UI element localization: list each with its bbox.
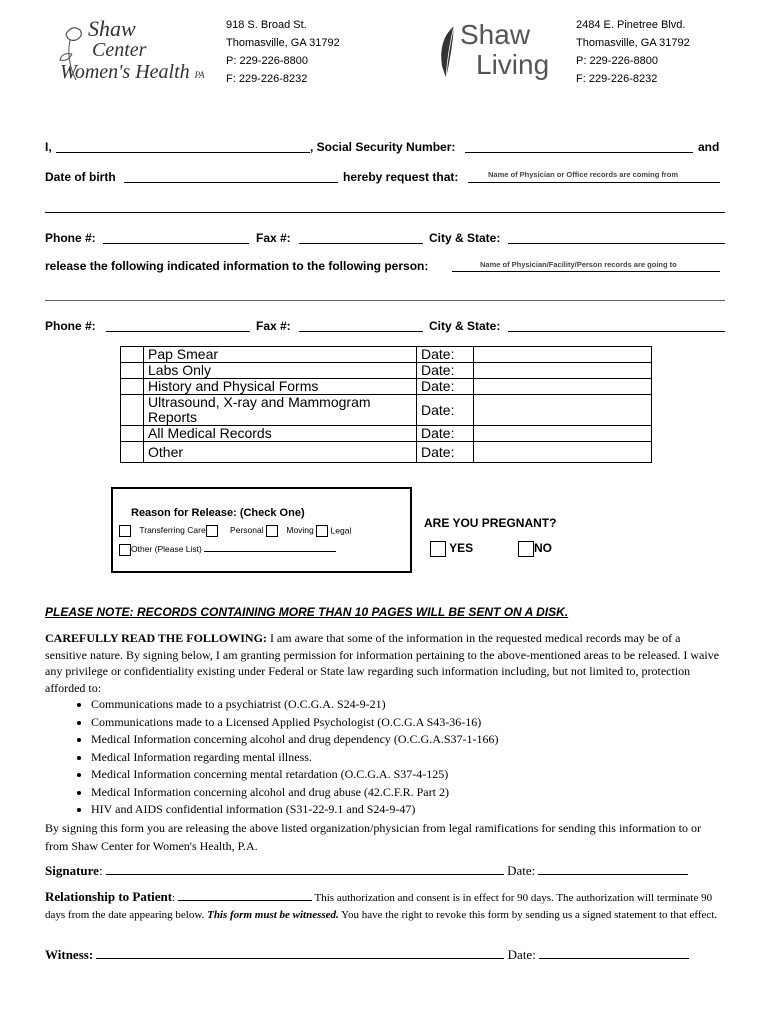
phone-field-2[interactable] [106, 331, 250, 332]
pregnant-yes [430, 541, 473, 557]
pregnant-no [518, 541, 552, 557]
personal-checkbox[interactable] [206, 525, 218, 537]
table-row [121, 363, 652, 379]
record-checkbox[interactable] [121, 426, 144, 442]
phone-label: Phone #: [45, 231, 96, 245]
table-row [121, 395, 652, 426]
record-item: Other [144, 442, 417, 463]
request-label: hereby request that: [343, 170, 459, 184]
record-item: All Medical Records [144, 426, 417, 442]
other-field[interactable] [204, 542, 336, 552]
address-line: P: 229-226-8800 [226, 55, 308, 67]
address-line: F: 229-226-8232 [576, 73, 658, 85]
yes-label: YES [449, 541, 474, 556]
logo-living-text: Living [476, 49, 550, 80]
table-row [121, 442, 652, 463]
fax-field-2[interactable] [299, 331, 423, 332]
record-item: Ultrasound, X-ray and Mammogram Reports [144, 395, 417, 426]
address-line: 918 S. Broad St. [226, 19, 307, 31]
from-physician-field-2[interactable] [45, 212, 725, 213]
record-checkbox[interactable] [121, 442, 144, 463]
witness-date-label: Date: [507, 947, 536, 962]
list-item: • Medical Information concerning alcohol and drug abuse (42.C.F.R. Part 2) [91, 784, 725, 802]
legal-body: I am aware that some of the information in the requested medical records may be of a sensitive nature. By signing below, I am granting permission for information pertaining to the above-mentioned areas to be released. I waive any privilege or confidentiality existing under Federal or State law regarding such information including, but not limited to, protection afforded to: [45, 631, 720, 695]
transferring-care-label: Transferring Care [139, 525, 206, 536]
no-checkbox[interactable] [518, 541, 534, 557]
record-date-label: Date: [417, 395, 474, 426]
fax-field[interactable] [299, 243, 423, 244]
table-row [121, 347, 652, 363]
from-physician-field[interactable] [468, 182, 720, 183]
to-hint: Name of Physician/Facility/Person records are going to [480, 260, 677, 269]
address-line: Thomasville, GA 31792 [226, 37, 340, 49]
protection-list [45, 696, 725, 819]
disk-note: PLEASE NOTE: RECORDS CONTAINING MORE THAN 10 PAGES WILL BE SENT ON A DISK. [45, 605, 569, 619]
city-state-label-2: City & State: [429, 319, 501, 333]
logo-shaw-living [432, 20, 562, 84]
city-state-label: City & State: [429, 231, 501, 245]
witness-field[interactable] [96, 948, 504, 959]
list-item: • Communications made to a Licensed Applied Psychologist (O.C.G.A S43-36-16) [91, 714, 725, 732]
yes-checkbox[interactable] [430, 541, 446, 557]
record-item: Pap Smear [144, 347, 417, 363]
record-date-field[interactable] [474, 347, 652, 363]
signature-date-field[interactable] [538, 864, 688, 875]
consent-text: This authorization and consent is in effect for 90 days. The authorization will terminate 90 days from the date appearing below. [45, 892, 713, 921]
reason-options [119, 525, 351, 537]
legal-label: Legal [330, 525, 352, 536]
from-hint: Name of Physician or Office records are coming from [488, 170, 679, 179]
legal-paragraph [45, 630, 725, 696]
witness-date-field[interactable] [539, 948, 689, 959]
record-date-field[interactable] [474, 379, 652, 395]
signature-field[interactable] [106, 864, 504, 875]
record-date-field[interactable] [474, 395, 652, 426]
address-line: P: 229-226-8800 [576, 55, 658, 67]
legal-checkbox[interactable] [316, 525, 328, 537]
other-checkbox[interactable] [119, 544, 131, 556]
address-line: F: 229-226-8232 [226, 73, 308, 85]
record-checkbox[interactable] [121, 379, 144, 395]
reason-box [111, 487, 412, 573]
record-date-label: Date: [417, 363, 474, 379]
name-label: I, [45, 140, 52, 154]
relationship-field[interactable] [178, 891, 312, 901]
record-date-label: Date: [417, 442, 474, 463]
release-label: release the following indicated information to the following person: [45, 259, 429, 273]
moving-label: Moving [286, 525, 314, 536]
signature-label: Signature [45, 863, 99, 878]
dob-label: Date of birth [45, 170, 116, 184]
table-row [121, 426, 652, 442]
record-date-field[interactable] [474, 363, 652, 379]
record-date-field[interactable] [474, 426, 652, 442]
reason-title: Reason for Release: (Check One) [131, 507, 305, 519]
records-table [120, 346, 652, 463]
and-label: and [698, 140, 720, 154]
witness-row [45, 947, 689, 963]
city-state-field-2[interactable] [508, 331, 725, 332]
revoke-text: You have the right to revoke this form by sending us a signed statement to that effect. [341, 909, 718, 921]
record-date-label: Date: [417, 347, 474, 363]
witness-required: This form must be witnessed. [207, 909, 339, 921]
closing-paragraph: By signing this form you are releasing the above listed organization/physician from legal ramifications for sending this information to or from Shaw Center for Women's Health, P.A. [45, 820, 701, 853]
name-field[interactable] [56, 152, 310, 153]
feather-icon [432, 24, 460, 80]
no-label: NO [534, 541, 552, 556]
fax-label: Fax #: [256, 231, 291, 245]
ssn-label: , Social Security Number: [310, 140, 456, 154]
address-line: 2484 E. Pinetree Blvd. [576, 19, 686, 31]
record-checkbox[interactable] [121, 395, 144, 426]
signature-date-label: Date: [507, 863, 536, 878]
legal-heading: CAREFULLY READ THE FOLLOWING: [45, 631, 267, 645]
fax-label-2: Fax #: [256, 319, 291, 333]
record-date-field[interactable] [474, 442, 652, 463]
phone-label-2: Phone #: [45, 319, 96, 333]
record-date-label: Date: [417, 426, 474, 442]
dob-field[interactable] [124, 182, 338, 183]
record-item: History and Physical Forms [144, 379, 417, 395]
city-state-field[interactable] [508, 243, 725, 244]
left-address [226, 16, 340, 88]
right-address [576, 16, 690, 88]
table-row [121, 379, 652, 395]
pregnant-question: ARE YOU PREGNANT? [424, 516, 557, 530]
phone-field[interactable] [103, 243, 249, 244]
logo-shaw-center: Shaw Center Women's Health PA [52, 14, 222, 94]
record-item: Labs Only [144, 363, 417, 379]
record-date-label: Date: [417, 379, 474, 395]
signature-row: Signature: Date: [45, 863, 688, 879]
record-checkbox[interactable] [121, 363, 144, 379]
transferring-care-checkbox[interactable] [119, 525, 131, 537]
list-item: • Medical Information regarding mental illness. [91, 749, 725, 767]
list-item: • Communications made to a psychiatrist (O.C.G.A. S24-9-21) [91, 696, 725, 714]
personal-label: Personal [230, 525, 264, 536]
to-person-field-2[interactable] [45, 300, 725, 301]
moving-checkbox[interactable] [266, 525, 278, 537]
witness-label: Witness: [45, 947, 94, 962]
list-item: • HIV and AIDS confidential information (S31-22-9.1 and S24-9-47) [91, 801, 725, 819]
list-item: • Medical Information concerning mental retardation (O.C.G.A. S37-4-125) [91, 766, 725, 784]
to-person-field[interactable] [452, 271, 720, 272]
address-line: Thomasville, GA 31792 [576, 37, 690, 49]
relationship-label: Relationship to Patient [45, 889, 173, 904]
list-item: • Medical Information concerning alcohol and drug dependency (O.C.G.A.S37-1-166) [91, 731, 725, 749]
ssn-field[interactable] [465, 152, 693, 153]
relationship-block: Relationship to Patient: This authorization and consent is in effect for 90 days. The authorization will terminate 90 days from the date appearing below. This form must be witnessed. You have the right to revoke this form by sending us a signed statement to that effect. [45, 889, 718, 921]
other-label: Other (Please List) [131, 544, 202, 554]
legal-section [45, 630, 725, 855]
logo-shaw-text: Shaw [460, 19, 531, 50]
reason-other-row [119, 542, 336, 556]
record-checkbox[interactable] [121, 347, 144, 363]
